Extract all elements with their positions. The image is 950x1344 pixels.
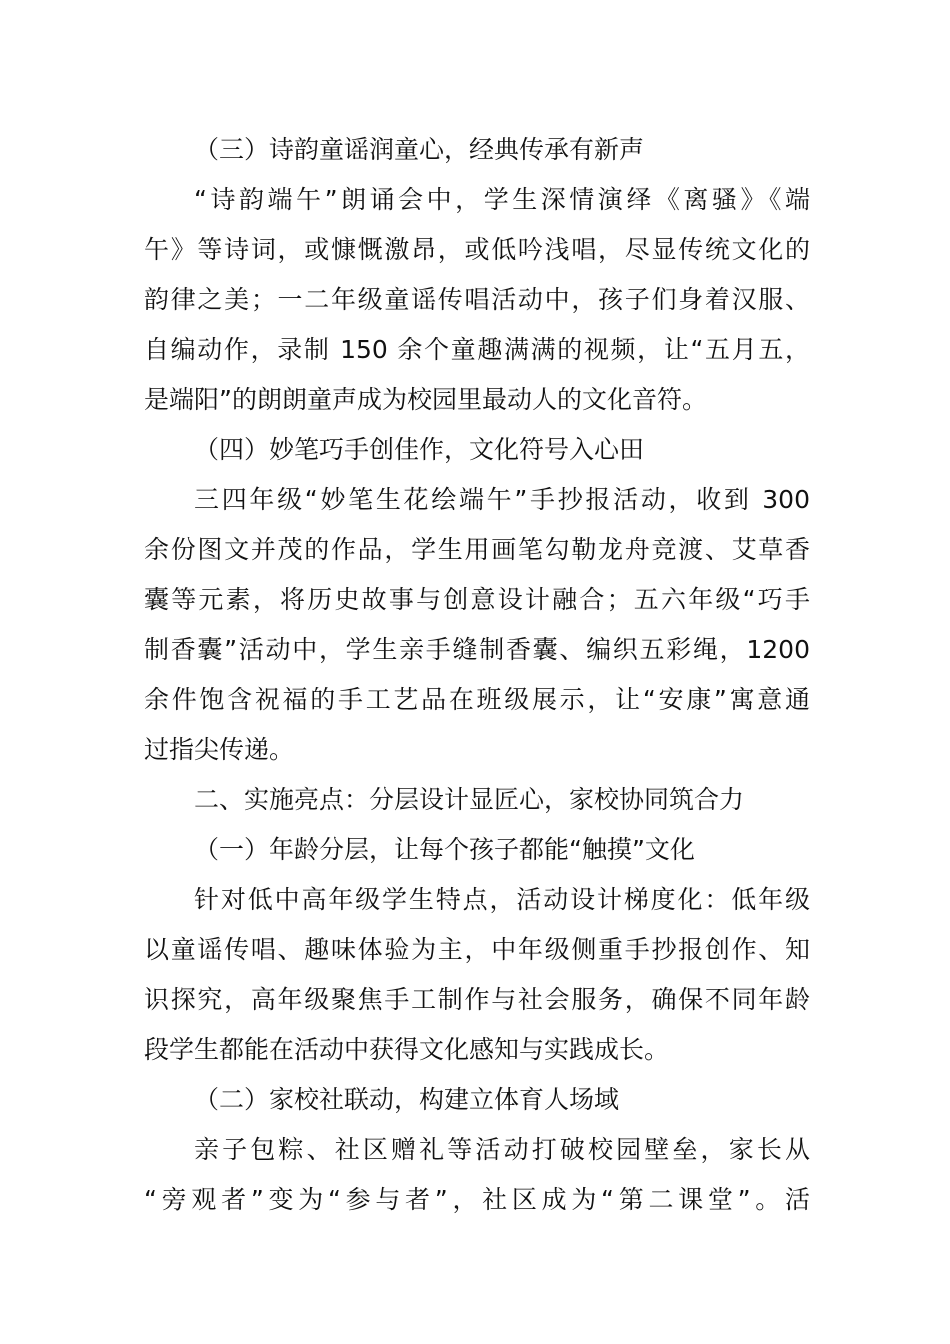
paragraph-line: 自编动作，录制 150 余个童趣满满的视频，让“五月五， xyxy=(144,335,810,364)
paragraph-line: 过指尖传递。 xyxy=(144,735,295,764)
paragraph-line: 段学生都能在活动中获得文化感知与实践成长。 xyxy=(144,1035,670,1064)
heading-subsection-2: （二）家校社联动，构建立体育人场域 xyxy=(194,1085,620,1114)
paragraph-line: “诗韵端午”朗诵会中，学生深情演绎《离骚》《端 xyxy=(194,185,810,214)
paragraph-line: 亲子包粽、社区赠礼等活动打破校园壁垒，家长从 xyxy=(194,1135,810,1164)
paragraph-line: 余件饱含祝福的手工艺品在班级展示，让“安康”寓意通 xyxy=(144,685,810,714)
heading-subsection-1: （一）年龄分层，让每个孩子都能“触摸”文化 xyxy=(194,835,695,864)
paragraph-line: 制香囊”活动中，学生亲手缝制香囊、编织五彩绳，1200 xyxy=(144,635,810,664)
paragraph-line: 三四年级“妙笔生花绘端午”手抄报活动，收到 300 xyxy=(194,485,810,514)
paragraph-line: 囊等元素，将历史故事与创意设计融合；五六年级“巧手 xyxy=(144,585,810,614)
paragraph-line: 余份图文并茂的作品，学生用画笔勾勒龙舟竞渡、艾草香 xyxy=(144,535,810,564)
paragraph-line: 针对低中高年级学生特点，活动设计梯度化：低年级 xyxy=(194,885,810,914)
paragraph-line: 午》等诗词，或慷慨激昂，或低吟浅唱，尽显传统文化的 xyxy=(144,235,810,264)
paragraph-line: 是端阳”的朗朗童声成为校园里最动人的文化音符。 xyxy=(144,385,707,414)
paragraph-line: 韵律之美；一二年级童谣传唱活动中，孩子们身着汉服、 xyxy=(144,285,810,314)
paragraph-line: 识探究，高年级聚焦手工制作与社会服务，确保不同年龄 xyxy=(144,985,810,1014)
heading-part-2: 二、实施亮点：分层设计显匠心，家校协同筑合力 xyxy=(194,785,745,814)
heading-section-3: （三）诗韵童谣润童心，经典传承有新声 xyxy=(194,135,645,164)
paragraph-line: “旁观者”变为“参与者”，社区成为“第二课堂”。活 xyxy=(144,1185,810,1214)
paragraph-line: 以童谣传唱、趣味体验为主，中年级侧重手抄报创作、知 xyxy=(144,935,810,964)
heading-section-4: （四）妙笔巧手创佳作，文化符号入心田 xyxy=(194,435,645,464)
